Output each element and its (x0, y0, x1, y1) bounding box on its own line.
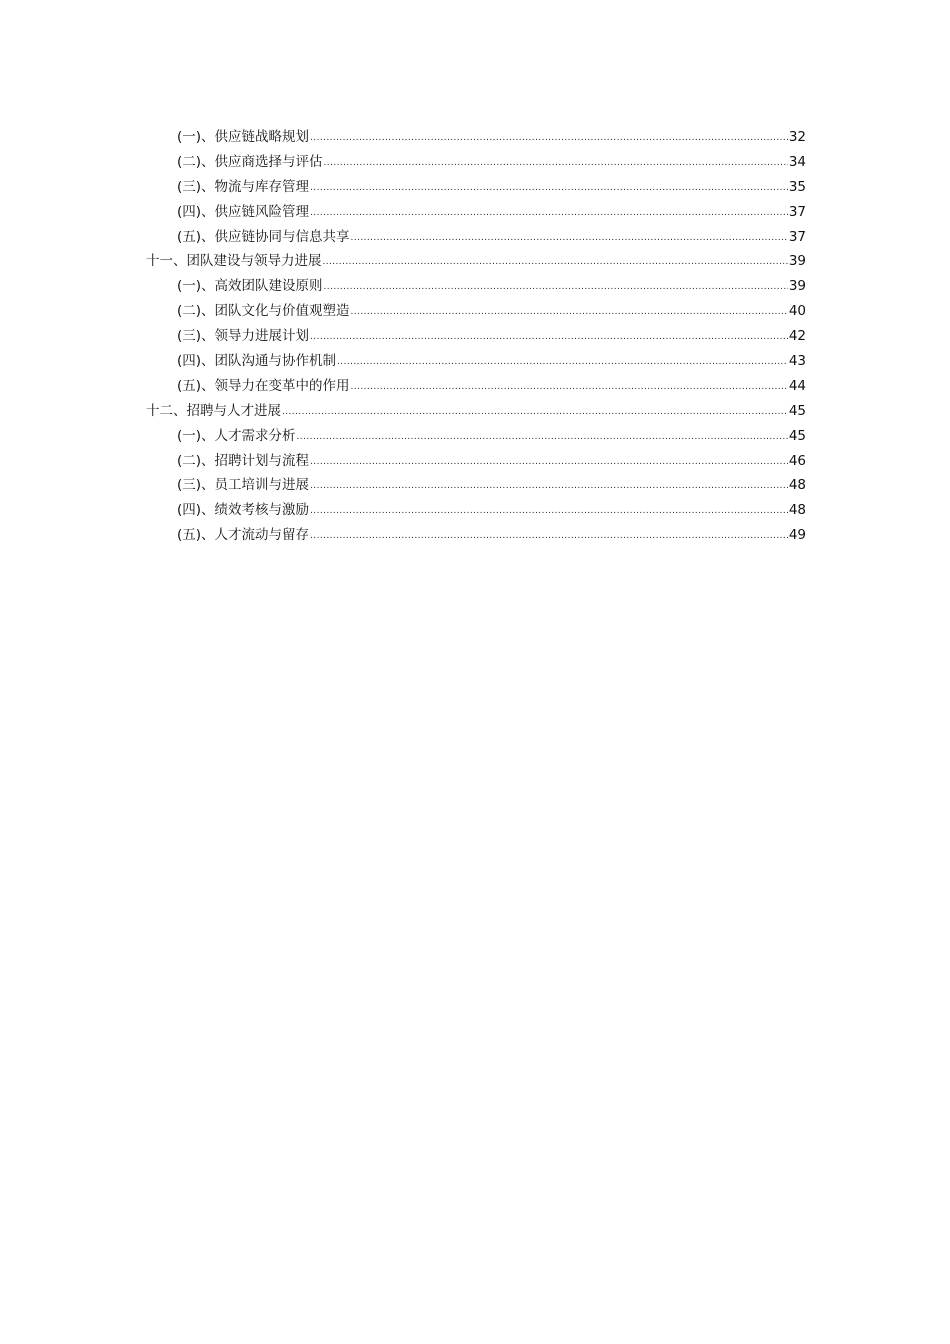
toc-entry-page: 45 (788, 402, 806, 419)
toc-entry-title: (一)、高效团队建设原则 (177, 278, 323, 295)
dot-leader (324, 275, 788, 300)
toc-entry-page: 34 (788, 153, 806, 170)
toc-entry-title: (三)、员工培训与进展 (177, 477, 310, 494)
toc-entry-title: 十一、团队建设与领导力进展 (146, 253, 322, 270)
toc-entry-title: (四)、绩效考核与激励 (177, 502, 310, 519)
toc-entry-title: (四)、团队沟通与协作机制 (177, 353, 337, 370)
table-of-contents (146, 125, 806, 548)
dot-leader (310, 201, 788, 226)
dot-leader (310, 450, 788, 475)
dot-leader (337, 350, 788, 375)
toc-entry-title: (三)、物流与库存管理 (177, 178, 310, 195)
toc-entry[interactable] (146, 498, 806, 523)
toc-entry-title: 十二、招聘与人才进展 (146, 402, 281, 419)
dot-leader (351, 226, 788, 251)
toc-entry[interactable] (146, 424, 806, 449)
dot-leader (297, 425, 788, 450)
toc-chapter-entry[interactable] (146, 399, 806, 424)
toc-entry-page: 37 (788, 203, 806, 220)
toc-entry-page: 43 (788, 353, 806, 370)
dot-leader (324, 151, 788, 176)
toc-entry-page: 39 (788, 253, 806, 270)
toc-entry[interactable] (146, 225, 806, 250)
toc-entry[interactable] (146, 473, 806, 498)
toc-entry-title: (一)、供应链战略规划 (177, 129, 310, 145)
toc-entry[interactable] (146, 200, 806, 225)
toc-entry[interactable] (146, 523, 806, 548)
toc-entry-page: 46 (788, 452, 806, 469)
dot-leader (310, 499, 788, 524)
toc-entry-title: (一)、人才需求分析 (177, 427, 296, 444)
dot-leader (310, 176, 788, 201)
dot-leader (310, 126, 788, 151)
toc-entry-page: 39 (788, 278, 806, 295)
toc-entry[interactable] (146, 449, 806, 474)
toc-entry-title: (五)、人才流动与留存 (177, 527, 310, 544)
toc-entry-page: 40 (788, 303, 806, 320)
toc-entry-title: (四)、供应链风险管理 (177, 203, 310, 220)
toc-entry-title: (五)、供应链协同与信息共享 (177, 228, 350, 245)
toc-entry[interactable] (146, 349, 806, 374)
dot-leader (351, 375, 788, 400)
toc-entry-page: 44 (788, 377, 806, 394)
dot-leader (323, 250, 788, 275)
toc-entry-title: (五)、领导力在变革中的作用 (177, 377, 350, 394)
toc-entry-page: 48 (788, 502, 806, 519)
toc-entry-page: 48 (788, 477, 806, 494)
dot-leader (351, 300, 788, 325)
toc-entry[interactable] (146, 299, 806, 324)
toc-entry[interactable] (146, 175, 806, 200)
toc-entry[interactable] (146, 150, 806, 175)
toc-entry[interactable] (146, 274, 806, 299)
dot-leader (310, 325, 788, 350)
dot-leader (282, 400, 788, 425)
toc-entry[interactable] (146, 125, 806, 150)
toc-entry-page: 45 (788, 427, 806, 444)
toc-entry-title: (三)、领导力进展计划 (177, 328, 310, 345)
dot-leader (310, 474, 788, 499)
toc-entry-page: 49 (788, 527, 806, 544)
toc-entry-page: 35 (788, 178, 806, 195)
toc-entry-page: 42 (788, 328, 806, 345)
toc-entry[interactable] (146, 324, 806, 349)
toc-chapter-entry[interactable] (146, 249, 806, 274)
toc-entry[interactable] (146, 374, 806, 399)
toc-entry-page: 37 (788, 228, 806, 245)
dot-leader (310, 524, 788, 549)
toc-entry-title: (二)、团队文化与价值观塑造 (177, 303, 350, 320)
toc-entry-title: (二)、供应商选择与评估 (177, 153, 323, 170)
toc-entry-title: (二)、招聘计划与流程 (177, 452, 310, 469)
toc-entry-page: 32 (788, 129, 806, 145)
